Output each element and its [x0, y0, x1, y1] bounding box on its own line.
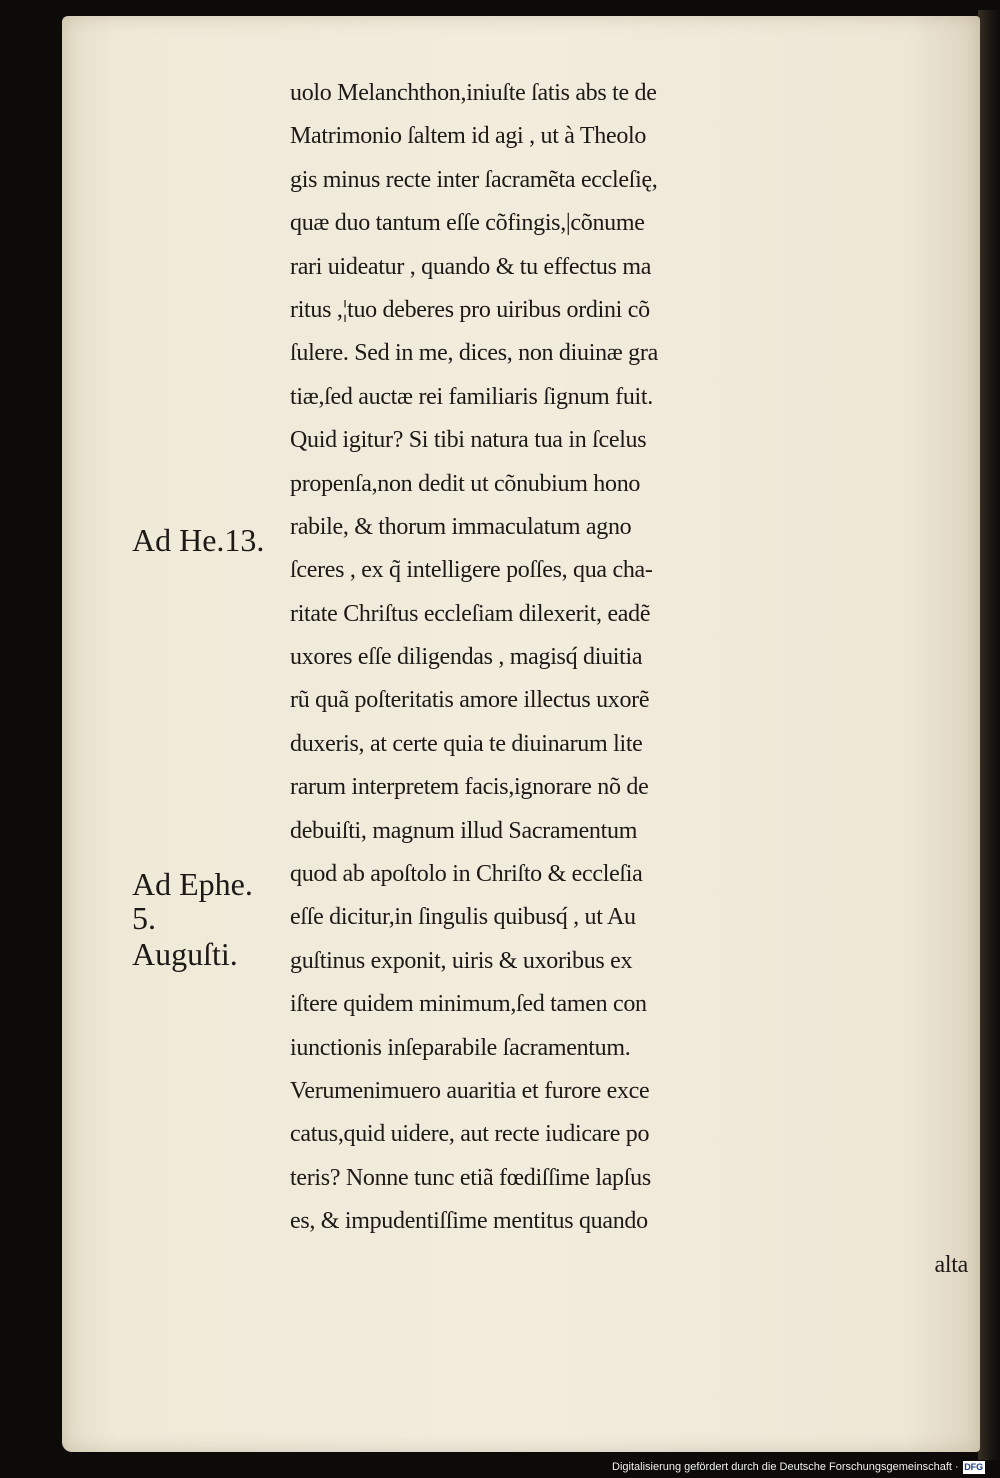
text-line: quæ duo tantum eſſe cõfingis,|cõnume	[290, 210, 645, 237]
text-line: Matrimonio ſaltem id agi , ut à Theolo	[290, 123, 647, 150]
text-line: gis minus recte inter ſacramẽta eccleſię,	[290, 166, 658, 193]
text-line: rarum interpretem facis,ignorare nõ de	[290, 774, 649, 801]
marginal-note-ad-ephesios: Ad Ephe.	[132, 866, 253, 902]
text-line: quod ab apoſtolo in Chriſto & eccleſia	[290, 861, 643, 888]
text-line: rabile, & thorum immaculatum agno	[290, 513, 632, 540]
text-line: Quid igitur? Si tibi natura tua in ſcelus	[290, 427, 647, 454]
text-line: rari uideatur , quando & tu effectus ma	[290, 253, 652, 280]
text-line: eſſe dicitur,in ſingulis quibusq́ , ut Au	[290, 904, 636, 931]
text-line: guſtinus exponit, uiris & uxoribus ex	[290, 947, 633, 974]
text-line: iunctionis inſeparabile ſacramentum.	[290, 1034, 631, 1061]
text-line: rũ quã poſteritatis amore illectus uxorẽ	[290, 687, 650, 714]
text-line: ſceres , ex q̃ intelligere poſſes, qua cha-	[290, 557, 653, 584]
text-line: propenſa,non dedit ut cõnubium hono	[290, 470, 641, 497]
text-line: tiæ,ſed auctæ rei familiaris ſignum fuit.	[290, 383, 653, 410]
text-line: ritate Chriſtus eccleſiam dilexerit, eadẽ	[290, 600, 651, 627]
text-line: uolo Melanchthon,iniuſte ſatis abs te de	[290, 80, 657, 106]
dfg-logo: DFG	[964, 1462, 984, 1472]
text-line: es, & impudentiſſime mentitus quando	[290, 1208, 648, 1235]
text-line: debuiſti, magnum illud Sacramentum	[290, 817, 638, 844]
text-line: duxeris, at certe quia te diuinarum lite	[290, 730, 643, 757]
text-line: iſtere quidem minimum,ſed tamen con	[290, 991, 647, 1018]
digitization-footer	[612, 1458, 985, 1476]
text-line: Verumenimuero auaritia et furore exce	[290, 1077, 650, 1104]
text-line: catus,quid uidere, aut recte iudicare po	[290, 1121, 650, 1148]
catchword: alta	[934, 1251, 968, 1278]
footer-credit: Digitalisierung gefördert durch die Deutsche Forschungsgemeinschaft ·	[612, 1461, 959, 1473]
text-line: uxores eſſe diligendas , magisq́ diuitia	[290, 644, 643, 671]
marginal-note-ad-hebraeos: Ad He.13.	[132, 522, 265, 558]
page-text	[290, 72, 980, 1287]
marginal-note-augustinus: Auguſti.	[132, 936, 238, 972]
text-line: ſulere. Sed in me, dices, non diuinæ gra	[290, 340, 658, 367]
book-edge	[978, 10, 1000, 1460]
marginal-note-chapter: 5.	[132, 900, 156, 936]
text-line: ritus ,¦tuo deberes pro uiribus ordini cõ	[290, 296, 650, 323]
text-line: teris? Nonne tunc etiã fœdiſſime lapſus	[290, 1164, 651, 1191]
